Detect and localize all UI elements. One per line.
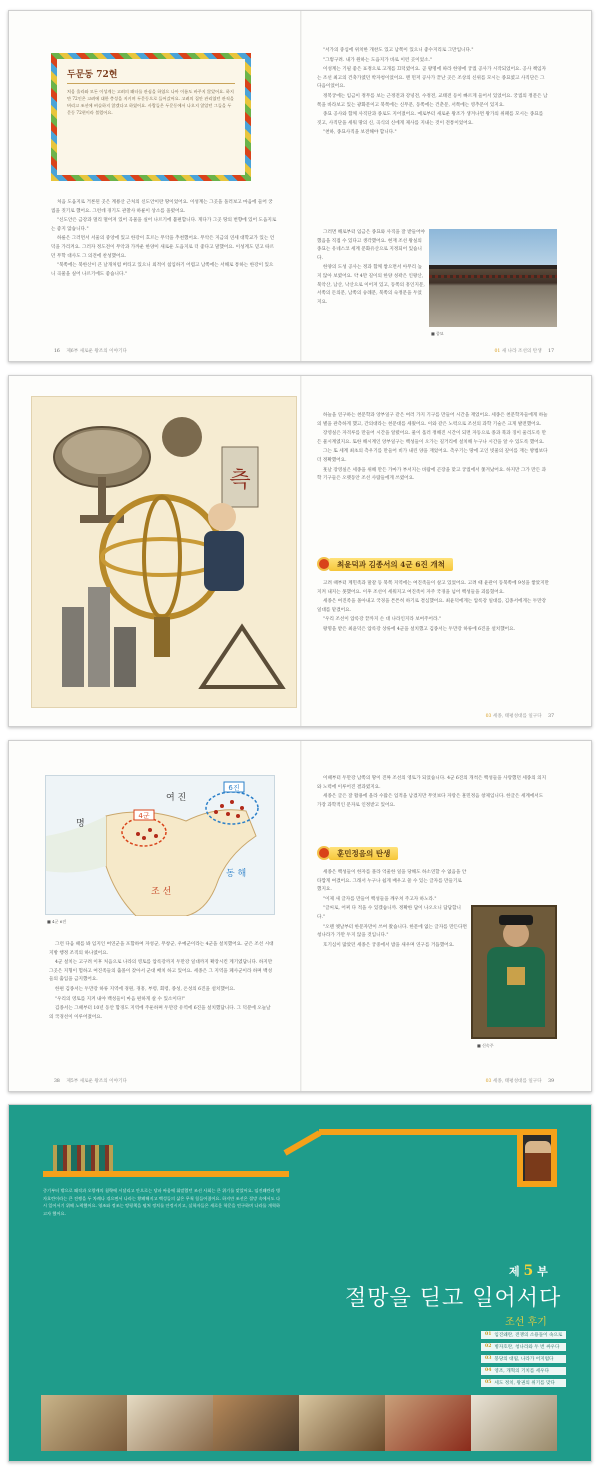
scientific-instruments-illustration: [32, 397, 298, 709]
part-prefix: 제: [509, 1265, 520, 1278]
soldiers-figure: [53, 1145, 113, 1171]
chapter-item[interactable]: [481, 1355, 566, 1363]
warrior-figure: [525, 1141, 551, 1181]
paragraph: "신도안은 금강과 멀리 떨어져 있어 곡물을 실어 나르기에 불편합니다. 게다가 그곳 땅의 번향에 있어 도읍지로는 좋지 않습니다.": [51, 218, 277, 232]
map-label-myeong: 명: [76, 819, 85, 829]
paragraph: "그렇구려. 내가 원하는 도읍지가 바로 이런 곳이었소.": [323, 57, 433, 63]
part-label: [509, 1263, 548, 1279]
chapter-title: 병자호란, 청나라와 두 번 싸우다: [494, 1345, 560, 1350]
page-number: 37: [548, 714, 554, 719]
jongmyo-photo: [429, 229, 557, 327]
strip-image: [41, 1395, 127, 1451]
running-title: 제5부 새로운 왕조의 이야기다: [66, 1079, 127, 1084]
gutter: [300, 376, 302, 726]
paragraph: "글씨로, 어찌 다 적을 수 있겠습니까. 정확한 답이 나오오니 답답합니다.": [317, 906, 461, 920]
chapter-item[interactable]: [481, 1343, 566, 1351]
strip-image: [471, 1395, 557, 1451]
section-number: 03: [485, 714, 492, 719]
paragraph: 장영실은 자격루를 만들어 시간을 알렸어요. 물이 흘러 정해진 시간이 되면 자동으로 종과 북과 징이 울리도록 만든 물시계였지요. 또한 해시계인 앙부일구는 백성들이 오가는 길거리에 설치해 누구나 시간을 알 수 있도록 했어요.: [317, 431, 547, 445]
left-text: [51, 199, 277, 329]
right-text-bottom: [317, 229, 425, 339]
footer-left: [49, 1078, 127, 1084]
paragraph: 정복궁에는 임금이 정무를 보는 근정전과 강녕전, 수정전, 교태전 등이 빠르게 들어서 있었어요. 궁궐의 정문은 남쪽을 바라보고 있는 광화문이고 북쪽에는 신무문, 동쪽에는 건춘문, 서쪽에는 영추문이 있지요.: [317, 93, 548, 108]
right-text-bottom: [317, 869, 467, 1069]
info-box: [51, 53, 251, 181]
map-label-4gun: 4군: [138, 812, 150, 820]
chapter-title: 세도 정치, 왕권의 위기를 맞다: [494, 1381, 555, 1386]
chapter-number: 04: [485, 1368, 492, 1373]
chapter-item[interactable]: [481, 1331, 566, 1339]
chapter-title: 붕당의 대립, 나라가 어지럽다: [494, 1357, 554, 1362]
paragraph: 호기심이 많았던 세종은 궁중에서 밤을 새우며 연구를 거듭했어요.: [323, 942, 455, 948]
paragraph: 하늘을 연구하는 천문학과 앙부일구 같은 여러 가지 기구를 만들어 시간을 재었어요. 세종은 천문학자들에게 하늘의 별을 관측하게 했고, 간의대라는 천문대를 세웠어요. 이와 같은 노력으로 조선의 과학 기술은 크게 발전했어요.: [317, 413, 548, 427]
part-number: 5: [523, 1263, 534, 1279]
map-caption: ■ 4군 6진: [47, 919, 67, 924]
chapter-title: 영조, 개혁의 기치를 세우다: [494, 1369, 550, 1374]
chapter-title: 임진왜란, 전쟁의 소용돌이 속으로: [494, 1333, 563, 1338]
running-title: 제6부 새로운 왕조의 이야기다: [66, 349, 127, 354]
strip-image: [127, 1395, 213, 1451]
spread-4-part-opener: [8, 1104, 592, 1462]
paragraph: 왕명을 받은 최윤덕은 압록강 상류에 4군을 설치했고 김종서는 두만강 하류에 6진을 설치했어요.: [323, 626, 515, 632]
photo-caption: ■ 종묘: [431, 331, 444, 336]
paragraph: 종묘 공사와 함께 사직단과 종로도 지어졌어요. 예로부터 새로운 왕조가 생겨나면 왕가의 위패를 모시는 종묘를 짓고, 사직단을 세워 땅의 신, 곡식의 신에게 제사를 지내는 것이 전통이었어요.: [317, 112, 544, 126]
paragraph: 중기부터 밖으로 왜적과 오랑캐의 침략에 시달리고 안으로는 당파 싸움에 휘말렸던 조선 사회는 큰 위기를 맞았어요. 임진왜란과 병자호란이라는 큰 전쟁을 두 차례나 겪으면서 나라는 황폐해지고 백성들의 삶은 무척 힘들어졌어요. 하지만 조선은 절망 속에서도 다시 일어서기 위해 노력했어요. 영조와 정조는 탕평책을 펼쳐 정치를 안정시키고, 실학자들은 새로운 학문을 연구하며 나라를 개혁하고자 했어요.: [43, 1188, 281, 1216]
paragraph: 하륜은 그러면서 서울의 중앙에 있고 한강이 흐르는 무악을 추천했어요. 무악은 지금의 연세 대학교가 있는 언덕을 가리켜요. 그러자 정도전이 무악과 가까운 한양이 새로운 도읍지로 더 좋다고 말했어요. 이성계도 믿고 따르던 무학 대사도 그 의견에 찬성했어요.: [51, 236, 275, 259]
jang-yeongsil-illustration: [31, 396, 297, 708]
page-number: 38: [54, 1079, 60, 1084]
chapter-item[interactable]: [481, 1379, 566, 1387]
chapter-item[interactable]: [481, 1367, 566, 1375]
info-box-title: 두문동 72현: [67, 67, 235, 84]
paragraph: 한편 김종서는 두만강 하류 지역에 경원, 경흥, 부령, 회령, 종성, 온성의 6진을 설치했어요.: [55, 986, 236, 992]
map-4gun-6jin: [45, 775, 275, 915]
right-text-top: [317, 47, 549, 227]
portrait-photo: [471, 905, 557, 1039]
section-number: 01: [494, 349, 501, 354]
chapter-number: 03: [485, 1356, 492, 1361]
paragraph: 4군 설치는 고구려 이후 처음으로 나라의 영토를 압록강까지 두만강 일대까지 확장시킨 계기였답니다. 하지만 그곳은 지형이 험하고 여진족들의 출몰이 잦아서 군대 배치 하고 있어요. 세종은 그 지역을 폐사군이라 하며 백성들의 출입을 금지했어요.: [49, 960, 273, 983]
map-label-joseon: 조 선: [151, 887, 172, 897]
paragraph: 세종은 글은 잘 활용에 올라 수많은 업적을 남겼지만 무엇보다 자랑은 훈민정음 창제입니다. 한글은 세계에서도 가장 과학적인 문자로 인정받고 있어요.: [317, 794, 544, 808]
orange-frame-line: [43, 1171, 289, 1177]
footer-right: [486, 713, 559, 719]
right-text-bottom: [317, 580, 549, 700]
left-text: [49, 941, 275, 1071]
gutter: [300, 11, 302, 361]
paragraph: "북쪽에는 북한산이 큰 날개처럼 버티고 있으니 외적이 침입하기 어렵고 남쪽에는 서해로 통하는 한강이 있으니 곡물을 실어 나르기에도 좋습니다.": [51, 263, 274, 277]
paragraph: 처음 도읍지로 거론된 곳은 계룡산 근처의 신도안이란 땅이었어요. 이성계는 그곳을 돌러보고 마음에 들어 궁궐을 짓기로 했어요. 그런데 경기도 관찰사 하륜이 상소를 올렸어요.: [51, 200, 273, 214]
page-number: 16: [54, 349, 60, 354]
section-heading: [317, 556, 453, 572]
orange-frame-top: [319, 1129, 519, 1135]
paragraph: 이때부터 두만강 남쪽의 땅이 진짜 조선의 영토가 되었습니다. 4군 6진의 개척은 백성들을 사랑했던 세종의 의지와 노력에 이루어진 결과였지요.: [317, 776, 547, 790]
running-title: 새 나라 조선의 탄생: [501, 349, 542, 354]
page-number: 17: [548, 349, 554, 354]
part-suffix: 부: [537, 1265, 548, 1278]
part-title: 절망을 딛고 일어서다: [345, 1286, 562, 1311]
svg-text:측: 측: [229, 468, 251, 493]
paragraph: 이성계는 기필 좋은 표정으로 고개를 끄덕였어요. 곧 왕명에 따라 한양에 궁궐 공사가 시작되었어요. 공사 책임자는 조선 최고의 건축가였던 박자청이었어요. 맨 먼저 공사가 끝난 곳은 조상의 신위를 모시는 종묘였고 사직단은 그 다음이었어요.: [317, 67, 547, 90]
paragraph: "천하, 종묘사직을 보전해야 합니다.": [323, 130, 397, 136]
intro-text: [43, 1187, 283, 1231]
orange-frame-diagonal: [284, 1130, 322, 1155]
spread-3: [8, 740, 592, 1092]
history-image-strip: [41, 1395, 557, 1451]
chapter-list: [481, 1331, 566, 1391]
section-number: 03: [485, 1079, 492, 1084]
paragraph: 고려 때부터 계민족과 말갈 등 북쪽 지역에는 여진족들이 살고 있었어요. 고려 때 윤관이 동북쪽에 9성을 쌓았지만 지켜 내지는 못했어요. 이후 조선이 세워지고 여진족이 자주 국경을 넘어 백성들을 괴롭혔어요.: [317, 581, 549, 595]
footer-left: [49, 348, 127, 354]
paragraph: 그런 다음 때를 봐 임지인 여연군을 포함하여 자성군, 무창군, 우예군이라는 4군을 설치했어요. 군은 조선 시대 지방 행정 조직의 하나였어요.: [49, 942, 274, 956]
map-label-donghae: 동 해: [226, 869, 247, 879]
footer-right: [486, 1078, 559, 1084]
paragraph: 훗날 장영실은 세종을 위해 만든 가마가 부서지는 바람에 곤장을 맞고 궁궐에서 쫓겨났어요. 하지만 그가 만든 과학 기구들은 오랫동안 조선 사람들에게 쓰였어요.: [317, 467, 547, 482]
heading-text: 최윤덕과 김종서의 4군 6진 개척: [329, 558, 453, 571]
spread-1: [8, 10, 592, 362]
map-label-yeojin: 여 진: [166, 793, 187, 803]
chapter-number: 05: [485, 1380, 492, 1385]
map-label-6jin: 6진: [228, 784, 240, 792]
paragraph: 김종서는 그때부터 10년 동안 함경도 지역에 주둔하며 두만강 유역에 6진을 설치했답니다. 그 덕분에 오늘날의 국경선이 이루어졌어요.: [49, 1006, 271, 1020]
paragraph: "오랜 옛날부터 한문자만이 쓰여 왔습니다. 한문에 없는 글자를 만든다면 청나라가 가만 두지 않을 것입니다.": [317, 924, 467, 939]
portrait-caption: ■ 신숙주: [477, 1043, 494, 1048]
gutter: [300, 741, 302, 1091]
paragraph: 그는 또 세계 최초의 측우기를 만들어 비가 내린 양을 재었어요. 측우기는 땅에 고인 빗물의 깊이를 재는 방법보다 더 정확했어요.: [317, 449, 548, 463]
paragraph: "서가의 중심에 위치한 개찬도 있고 남쪽이 있으니 좋수지리로 그만입니다.": [323, 48, 474, 53]
paragraph: 세종은 백성들이 한자를 몰라 억울한 일을 당해도 하소연할 수 없음을 안타깝게 여겼어요. 그래서 누구나 쉽게 배우고 쓸 수 있는 글자를 만들기로 했지요.: [317, 870, 467, 893]
section-heading: [317, 845, 398, 861]
chapter-number: 02: [485, 1344, 492, 1349]
page-number: 39: [548, 1079, 554, 1084]
paragraph: "이제 새 글자를 만들어 백성들을 깨우쳐 주고자 하노라.": [323, 896, 437, 902]
right-text-top: [317, 412, 549, 542]
strip-image: [213, 1395, 299, 1451]
chapter-number: 01: [485, 1332, 492, 1337]
running-title: 세종, 태평성대를 일구다: [492, 714, 542, 719]
map-graphic: [46, 776, 276, 916]
strip-image: [385, 1395, 471, 1451]
right-text-top: [317, 775, 549, 829]
strip-image: [299, 1395, 385, 1451]
footer-right: [494, 348, 559, 354]
paragraph: "우리 조선이 압록강 끝까지 손 대 나라인지라 보여주어라.": [323, 617, 441, 623]
paragraph: 그러면 해로부터 임금은 종묘와 사직을 잘 받들어야 했음을 직접 수 있다고 생각했어요. 현재 조선 왕실의 종묘는 유네스코 세계 문화유산으로 지정되어 있습니다.: [317, 230, 425, 261]
paragraph: 세종은 여진족을 몰아내고 국경을 튼튼히 하기로 결심했어요. 최윤덕에게는 압록강 일대를, 김종서에게는 두만강 일대를 맡겼어요.: [317, 599, 547, 613]
heading-text: 훈민정음의 탄생: [329, 847, 398, 860]
spread-2: [8, 375, 592, 727]
paragraph: 한양의 도성 공사는 정과 함께 쌓으면서 아무리 높지 않아 보였어요. 약 4만 길이의 한양 성곽은 인왕산, 북악산, 남산, 낙산으로 이어져 있고, 동쪽의 흥인지문, 서쪽의 돈의문, 남쪽의 숭례문, 북쪽의 숙정문을 두었지요.: [317, 265, 425, 305]
running-title: 세종, 태평성대를 일구다: [492, 1079, 542, 1084]
paragraph: "우리의 영토를 지켜 내야 백성들이 마음 편하게 살 수 있소이다!": [55, 996, 186, 1002]
info-box-text: 처음 올라와 모든 이성계는 고려의 왜타를 관심을 하였으 나아 이름도 바꾸지 않았어요. 하지만 72인은 고려에 대한 충성을 지키며 두문동으로 들어갔어요. 고려의 집안 관리였던 관직을 버리고 조선에 벼슬하지 않겠다고 하였어요. 사람들은 두문동에서 나오지 않았던 그들을 두문동 72현이라 불렀어요.: [67, 89, 234, 115]
part-subtitle: 조선 후기: [505, 1317, 547, 1328]
